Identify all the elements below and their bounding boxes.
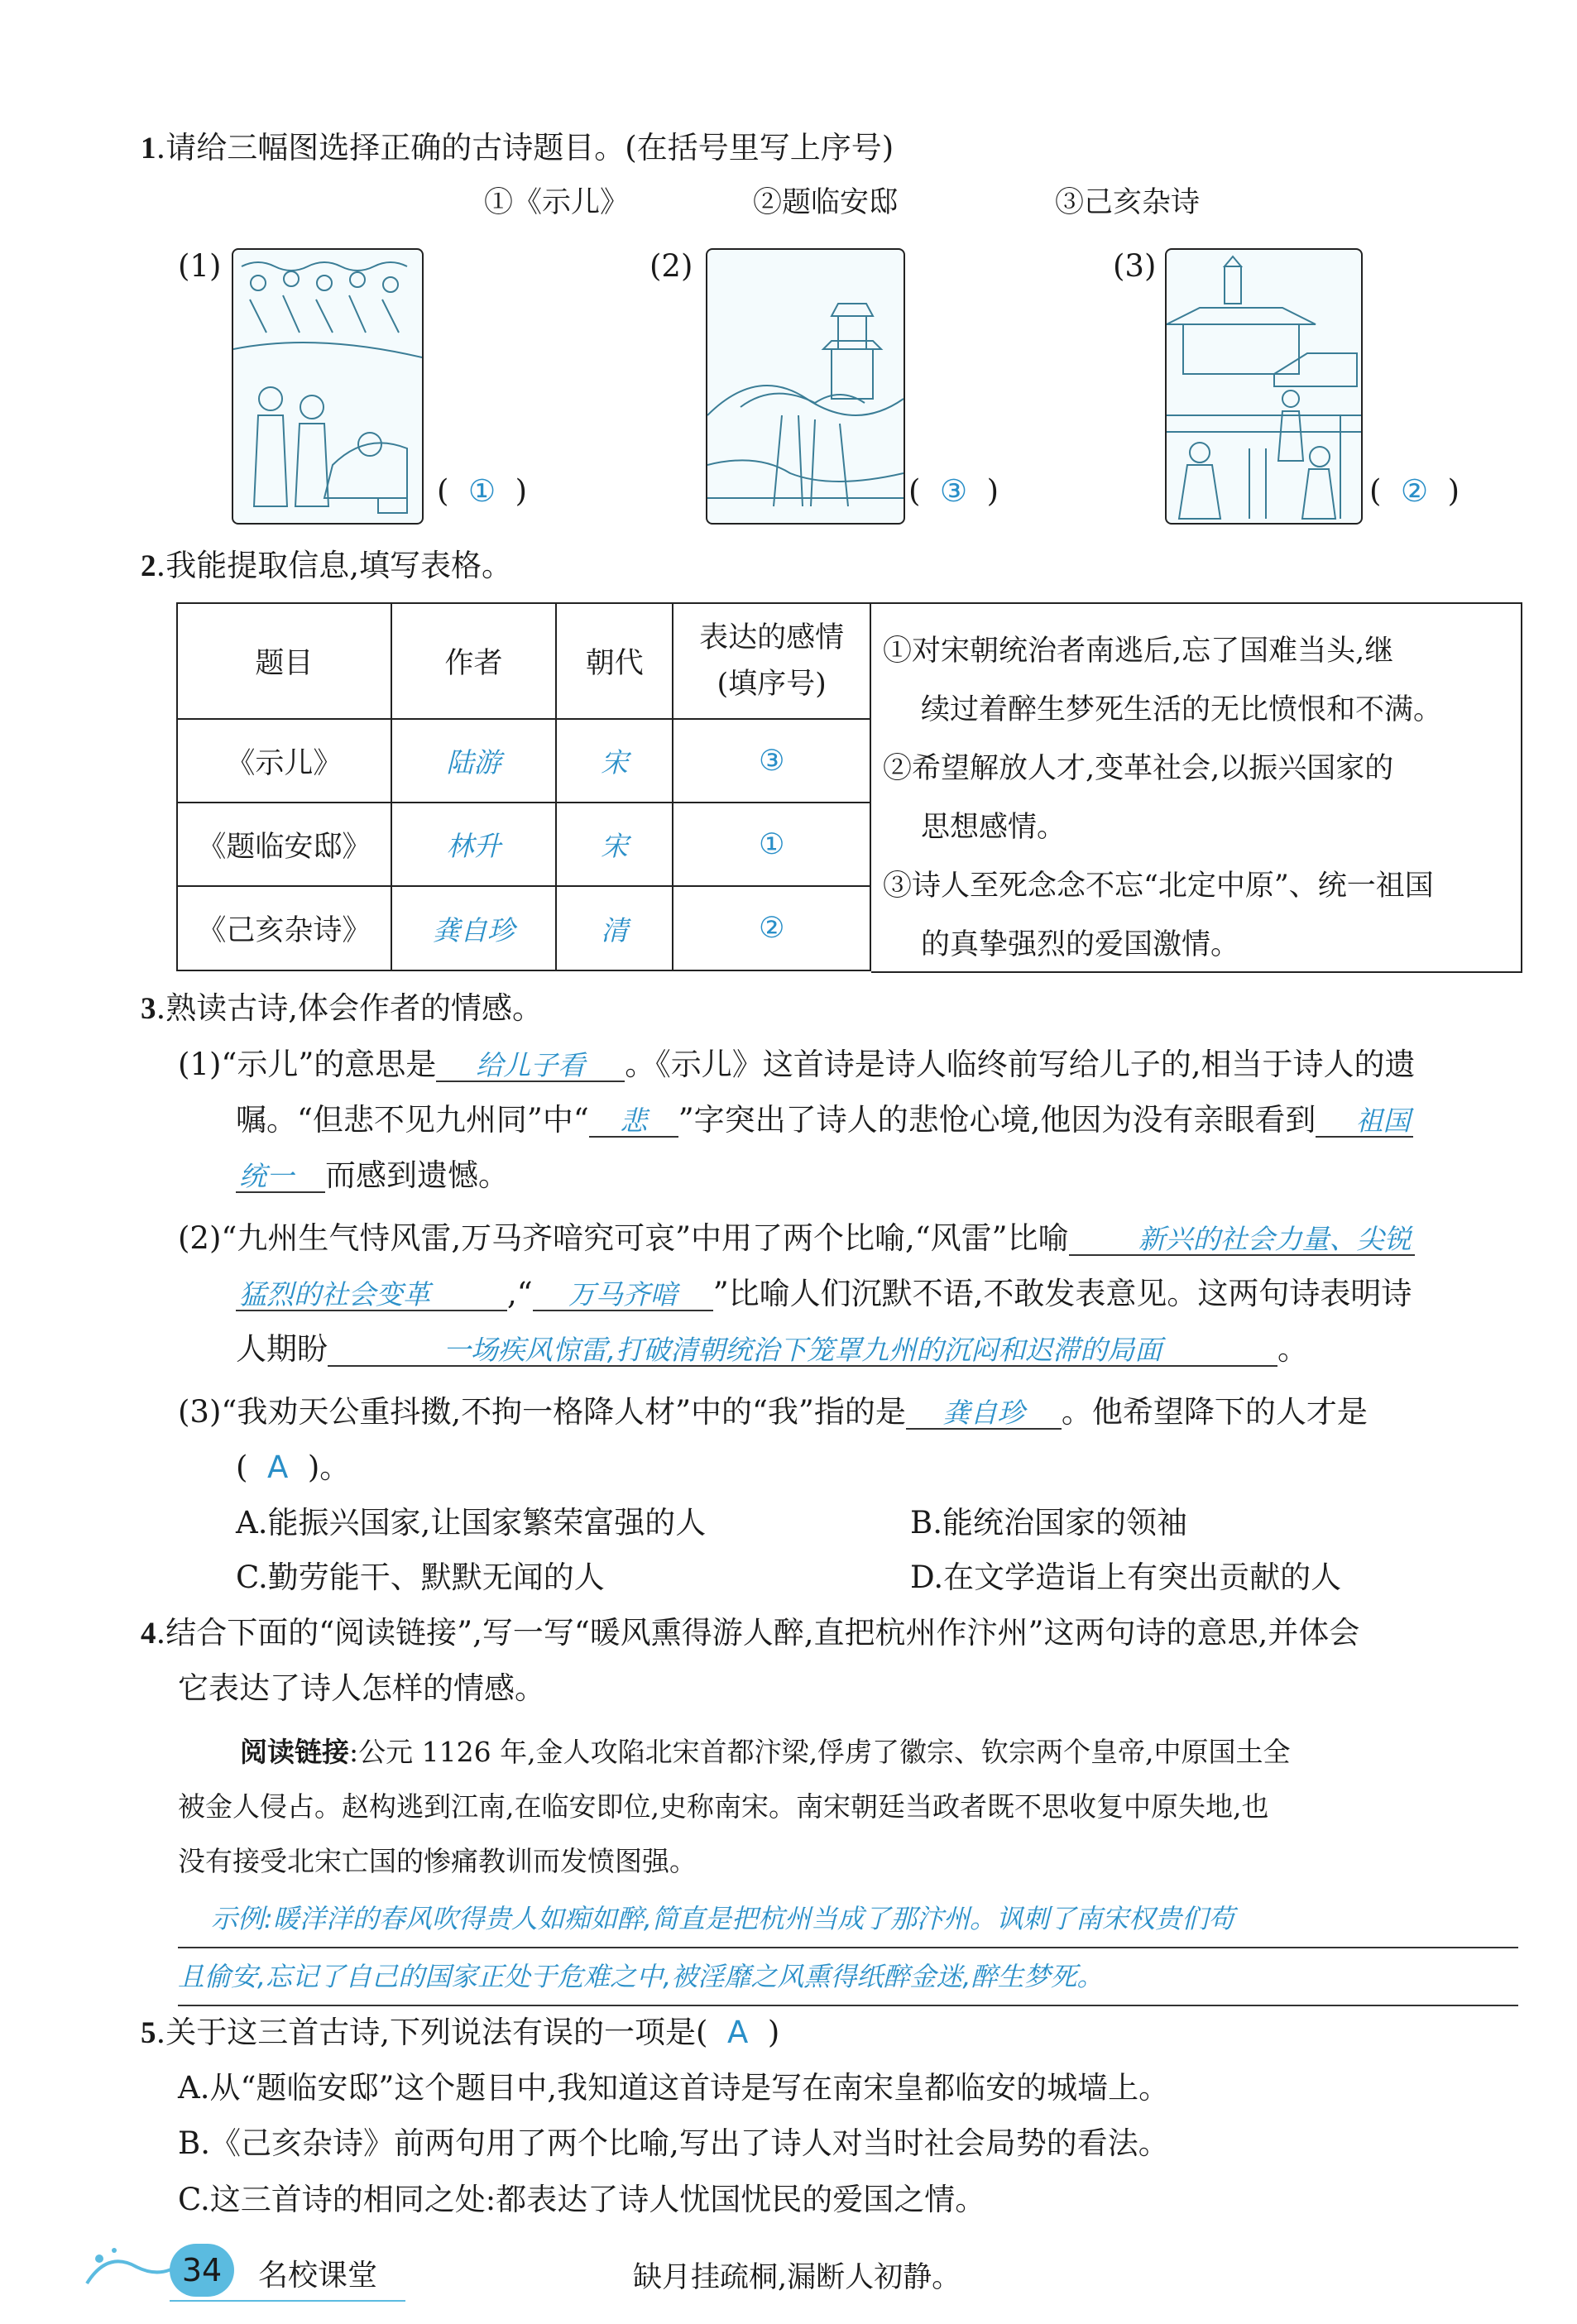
pic2-answer: ( ③ ) bbox=[908, 473, 999, 509]
row3-dynasty: 清 bbox=[556, 886, 673, 970]
row3-emotion: ② bbox=[673, 886, 870, 970]
row1-title: 《示儿》 bbox=[177, 719, 391, 803]
pic1-answer: ( ① ) bbox=[437, 473, 528, 509]
q3-p1-answer2: 悲 bbox=[589, 1107, 678, 1138]
emotion-options-box bbox=[871, 602, 1522, 973]
brand-name: 名校课堂 bbox=[258, 2259, 378, 2293]
q5-option-a: A.从“题临安邸”这个题目中,我知道这首诗是写在南宋皇都临安的城墙上。 bbox=[178, 2070, 1170, 2106]
emotion-option-3-line1: ③诗人至死念念不忘“北定中原”、统一祖国 bbox=[883, 870, 1434, 903]
q3-p1-line3: 统一 而感到遗憾。 bbox=[236, 1160, 509, 1193]
reading-link-label: 阅读链接 bbox=[240, 1736, 349, 1768]
wave-decoration-icon bbox=[83, 2234, 182, 2300]
q1-option-1: ①《示儿》 bbox=[484, 186, 630, 219]
header-dynasty: 朝代 bbox=[556, 603, 673, 719]
picture-1-illustration bbox=[233, 250, 422, 523]
q3-p1-answer3b: 统一 bbox=[236, 1162, 325, 1193]
header-title: 题目 bbox=[177, 603, 391, 719]
q3-prompt: 3.熟读古诗,体会作者的情感。 bbox=[141, 990, 544, 1026]
q3-p3-answer1: 龚自珍 bbox=[906, 1399, 1062, 1430]
picture-2-illustration bbox=[707, 250, 904, 523]
pic3-answer: ( ② ) bbox=[1369, 473, 1460, 509]
header-author: 作者 bbox=[391, 603, 556, 719]
emotion-option-1-line2: 续过着醉生梦死生活的无比愤恨和不满。 bbox=[921, 693, 1443, 726]
q3-p1-line2: 嘱。“但悲不见九州同”中“ 悲 ”字突出了诗人的悲怆心境,他因为没有亲眼看到 祖国 bbox=[236, 1104, 1413, 1138]
emotion-option-2-line2: 思想感情。 bbox=[921, 811, 1067, 844]
q3-p3-answer2: A bbox=[266, 1450, 289, 1485]
q1-number: 1 bbox=[141, 132, 156, 165]
picture-3 bbox=[1165, 248, 1363, 525]
q3-p3-option-d: D.在文学造诣上有突出贡献的人 bbox=[910, 1560, 1342, 1595]
row2-emotion: ① bbox=[673, 803, 870, 886]
q4-line2: 它表达了诗人怎样的情感。 bbox=[178, 1670, 545, 1706]
q3-p2-answer1b: 猛烈的社会变革 bbox=[236, 1281, 507, 1311]
footer-quote: 缺月挂疏桐,漏断人初静。 bbox=[633, 2261, 961, 2294]
row2-dynasty: 宋 bbox=[556, 803, 673, 886]
reading-link-line3: 没有接受北宋亡国的惨痛教训而发愤图强。 bbox=[178, 1845, 697, 1877]
q1-option-3: ③己亥杂诗 bbox=[1055, 186, 1201, 219]
q5-number: 5 bbox=[141, 2016, 156, 2050]
row3-title: 《己亥杂诗》 bbox=[177, 886, 391, 970]
row1-emotion: ③ bbox=[673, 719, 870, 803]
table-row bbox=[177, 886, 870, 970]
q4-answer bbox=[178, 1890, 1518, 2006]
pic1-label: (1) bbox=[178, 248, 222, 284]
q4-number: 4 bbox=[141, 1617, 156, 1651]
info-table bbox=[176, 602, 871, 971]
emotion-option-2-line1: ②希望解放人才,变革社会,以振兴国家的 bbox=[883, 752, 1394, 785]
row2-author: 林升 bbox=[391, 803, 556, 886]
q2-prompt: 2.我能提取信息,填写表格。 bbox=[141, 548, 513, 583]
q3-p2-line1: (2)“九州生气恃风雷,万马齐喑究可哀”中用了两个比喻,“风雷”比喻 新兴的社会力量、尖锐 bbox=[178, 1223, 1415, 1256]
q3-p2-answer2: 万马齐喑 bbox=[533, 1281, 713, 1311]
pic2-label: (2) bbox=[649, 248, 693, 284]
row2-title: 《题临安邸》 bbox=[177, 803, 391, 886]
row1-dynasty: 宋 bbox=[556, 719, 673, 803]
picture-1 bbox=[232, 248, 424, 525]
q3-p2-answer3: 一场疾风惊雷,打破清朝统治下笼罩九州的沉闷和迟滞的局面 bbox=[328, 1336, 1277, 1367]
emotion-option-1-line1: ①对宋朝统治者南逃后,忘了国难当头,继 bbox=[883, 635, 1394, 668]
q3-p3-option-c: C.勤劳能干、默默无闻的人 bbox=[236, 1560, 605, 1595]
reading-link: 阅读链接:公元 1126 年,金人攻陷北宋首都汴梁,俘虏了徽宗、钦宗两个皇帝,中原国土全 被金人侵占。赵构逃到江南,在临安即位,史称南宋。南宋朝廷当政者既不思收复中原失地,也 没有接受北宋亡国的惨痛教训而发愤图强。 bbox=[178, 1725, 1291, 1889]
row3-author: 龚自珍 bbox=[391, 886, 556, 970]
q3-p3-line2: ( A )。 bbox=[236, 1450, 351, 1485]
q5-prompt: 5.关于这三首古诗,下列说法有误的一项是( A ) bbox=[141, 2015, 780, 2050]
q4-line1: 4.结合下面的“阅读链接”,写一写“暖风熏得游人醉,直把杭州作汴州”这两句诗的意思,并体会 bbox=[141, 1615, 1360, 1651]
q3-p2-line2: 猛烈的社会变革 ,“ 万马齐喑 ”比喻人们沉默不语,不敢发表意见。这两句诗表明诗 bbox=[236, 1278, 1412, 1311]
q5-answer: A bbox=[727, 2015, 749, 2050]
q5-option-b: B.《己亥杂诗》前两句用了两个比喻,写出了诗人对当时社会局势的看法。 bbox=[178, 2125, 1169, 2161]
q4-answer-line1: 示例:暖洋洋的春风吹得贵人如痴如醉,简直是把杭州当成了那汴州。讽刺了南宋权贵们苟 bbox=[178, 1890, 1518, 1948]
table-header-row bbox=[177, 603, 870, 719]
table-row bbox=[177, 803, 870, 886]
page-number: 34 bbox=[170, 2244, 234, 2297]
row1-author: 陆游 bbox=[391, 719, 556, 803]
picture-2 bbox=[706, 248, 905, 525]
q3-p1-answer3a: 祖国 bbox=[1316, 1107, 1413, 1138]
q5-option-c: C.这三首诗的相同之处:都表达了诗人忧国忧民的爱国之情。 bbox=[178, 2182, 986, 2217]
table-row bbox=[177, 719, 870, 803]
q3-p1-answer1: 给儿子看 bbox=[436, 1052, 625, 1082]
q3-p2-answer1a: 新兴的社会力量、尖锐 bbox=[1069, 1225, 1415, 1256]
q3-number: 3 bbox=[141, 992, 156, 1026]
q3-p3-option-b: B.能统治国家的领袖 bbox=[910, 1505, 1187, 1541]
q3-p3-option-a: A.能振兴国家,让国家繁荣富强的人 bbox=[236, 1505, 707, 1541]
q3-p2-line3: 人期盼 一场疾风惊雷,打破清朝统治下笼罩九州的沉闷和迟滞的局面 。 bbox=[236, 1331, 1308, 1367]
q3-p1-line1: (1)“示儿”的意思是 给儿子看 。《示儿》这首诗是诗人临终前写给儿子的,相当于诗人的遗 bbox=[178, 1047, 1416, 1082]
reading-link-line2: 被金人侵占。赵构逃到江南,在临安即位,史称南宋。南宋朝廷当政者既不思收复中原失地,也 bbox=[178, 1790, 1269, 1823]
q2-number: 2 bbox=[141, 549, 156, 583]
footer-divider bbox=[170, 2300, 405, 2302]
picture-3-illustration bbox=[1167, 250, 1361, 523]
q1-option-2: ②题临安邸 bbox=[753, 186, 899, 219]
emotion-option-3-line2: 的真挚强烈的爱国激情。 bbox=[921, 928, 1240, 961]
q4-answer-line2: 且偷安,忘记了自己的国家正处于危难之中,被淫靡之风熏得纸醉金迷,醉生梦死。 bbox=[178, 1948, 1518, 2006]
q1-prompt: 1.请给三幅图选择正确的古诗题目。(在括号里写上序号) bbox=[141, 130, 894, 165]
q3-p3-line1: (3)“我劝天公重抖擞,不拘一格降人材”中的“我”指的是 龚自珍 。他希望降下的人才是 bbox=[178, 1394, 1368, 1430]
header-emotion: 表达的感情 (填序号) bbox=[673, 603, 870, 719]
pic3-label: (3) bbox=[1113, 248, 1157, 284]
